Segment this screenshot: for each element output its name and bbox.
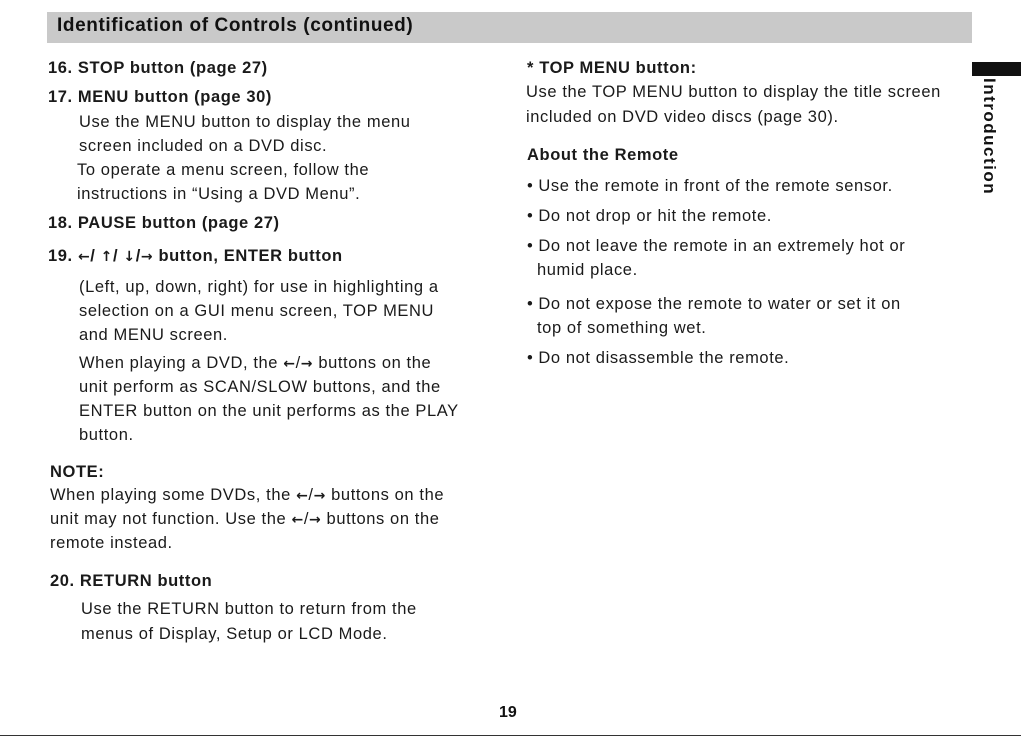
item-19-play-line: button. <box>79 426 134 444</box>
remote-bullet-text: Do not leave the remote in an extremely hot or <box>538 237 906 255</box>
note-text: unit may not function. Use the <box>50 510 287 528</box>
section-header-bar <box>47 12 972 43</box>
item-17-heading: 17. MENU button (page 30) <box>48 88 273 106</box>
item-19-desc-line: (Left, up, down, right) for use in highlighting a <box>79 278 439 296</box>
item-19-title: button, ENTER button <box>158 247 343 265</box>
note-text: When playing some DVDs, the <box>50 486 291 504</box>
item-19-play-line <box>79 355 431 372</box>
note-text: buttons on the <box>326 510 440 528</box>
item-19-desc-line: selection on a GUI menu screen, TOP MENU <box>79 302 435 320</box>
remote-bullet-text: Use the remote in front of the remote sensor. <box>538 177 893 195</box>
arrow-left-icon: ← <box>291 512 304 528</box>
arrow-right-icon: → <box>309 512 322 528</box>
bullet-icon: • <box>527 237 534 255</box>
item-17-desc-line: Use the MENU button to display the menu <box>79 113 411 131</box>
item-16-heading: 16. STOP button (page 27) <box>48 59 268 77</box>
item-17-desc-line: To operate a menu screen, follow the <box>77 161 370 179</box>
side-tab-label: Introduction <box>980 78 999 196</box>
remote-bullet-item <box>527 178 893 195</box>
side-tab-marker <box>972 62 1021 76</box>
arrow-left-icon: ← <box>283 356 296 372</box>
remote-bullet-text: Do not disassemble the remote. <box>538 349 790 367</box>
remote-heading: About the Remote <box>527 146 679 164</box>
remote-bullet-item <box>527 296 901 313</box>
item-19-play-text: When playing a DVD, the <box>79 354 279 372</box>
top-menu-heading: * TOP MENU button: <box>527 59 697 77</box>
note-line <box>50 511 440 528</box>
item-20-desc-line: Use the RETURN button to return from the <box>81 600 417 618</box>
item-19-play-line: unit perform as SCAN/SLOW buttons, and the <box>79 378 441 396</box>
item-17-desc-line: screen included on a DVD disc. <box>79 137 328 155</box>
arrow-down-icon: ↓ <box>123 249 136 265</box>
arrow-up-icon: ↑ <box>100 249 113 265</box>
item-20-heading: 20. RETURN button <box>50 572 213 590</box>
note-heading: NOTE: <box>50 463 105 481</box>
remote-bullet-continuation: top of something wet. <box>537 319 707 337</box>
item-19-desc-line: and MENU screen. <box>79 326 228 344</box>
section-title: Identification of Controls (continued) <box>57 15 414 36</box>
arrow-separator: / <box>295 354 301 372</box>
item-19-play-line: ENTER button on the unit performs as the PLAY <box>79 402 459 420</box>
page-number: 19 <box>499 704 517 721</box>
remote-bullet-text: Do not drop or hit the remote. <box>538 207 772 225</box>
arrow-right-icon: → <box>313 488 326 504</box>
note-text: buttons on the <box>331 486 445 504</box>
item-18-heading: 18. PAUSE button (page 27) <box>48 214 280 232</box>
item-19-play-text: buttons on the <box>318 354 432 372</box>
remote-bullet-item <box>527 208 772 225</box>
arrow-separator: / <box>135 247 141 265</box>
item-19-number: 19. <box>48 247 73 265</box>
arrow-separator: / <box>90 247 96 265</box>
remote-bullet-continuation: humid place. <box>537 261 638 279</box>
arrow-left-icon: ← <box>77 249 91 265</box>
arrow-separator: / <box>308 486 314 504</box>
note-line <box>50 487 444 504</box>
top-menu-desc-line: included on DVD video discs (page 30). <box>526 108 839 126</box>
top-menu-desc-line: Use the TOP MENU button to display the title screen <box>526 83 941 101</box>
arrow-separator: / <box>303 510 310 528</box>
bullet-icon: • <box>527 349 534 367</box>
item-20-desc-line: menus of Display, Setup or LCD Mode. <box>81 625 388 643</box>
bullet-icon: • <box>527 207 534 225</box>
bullet-icon: • <box>527 177 534 195</box>
arrow-left-icon: ← <box>296 488 309 504</box>
bottom-divider <box>0 735 1021 736</box>
remote-bullet-item <box>527 238 905 255</box>
item-19-heading <box>48 248 343 265</box>
remote-bullet-text: Do not expose the remote to water or set it on <box>538 295 901 313</box>
remote-bullet-item <box>527 350 789 367</box>
note-line: remote instead. <box>50 534 173 552</box>
arrow-right-icon: → <box>140 249 154 265</box>
arrow-separator: / <box>113 247 119 265</box>
bullet-icon: • <box>527 295 534 313</box>
arrow-right-icon: → <box>300 356 314 372</box>
item-17-desc-line: instructions in “Using a DVD Menu”. <box>77 185 361 203</box>
